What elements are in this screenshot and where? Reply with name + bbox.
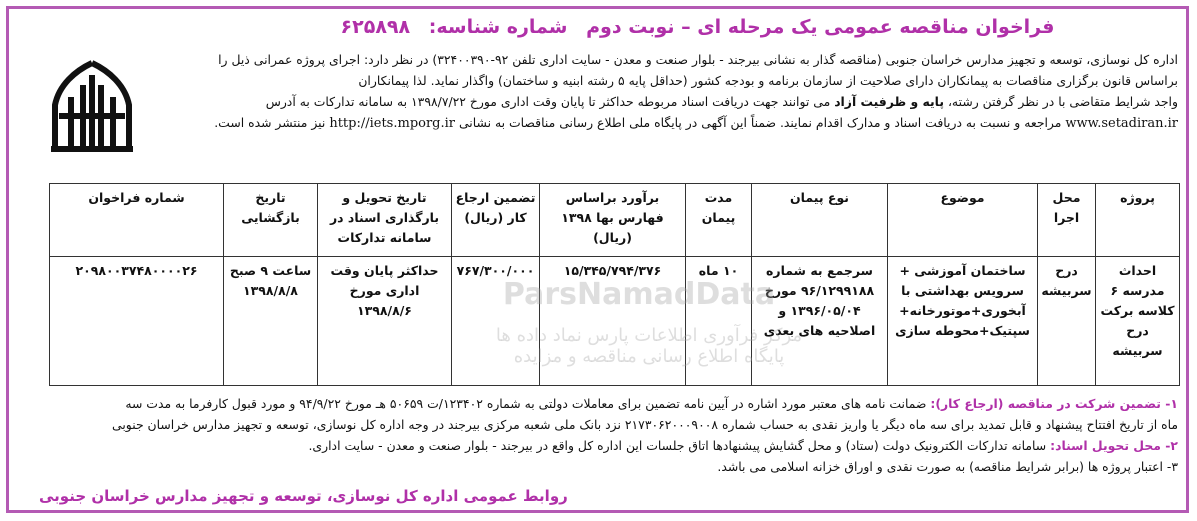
intro-line-1: اداره کل نوسازی، توسعه و تجهیز مدارس خراسان جنوبی (مناقصه گذار به نشانی بیرجند - بلوار صنعت و معدن - سایت اداری تلفن ۹۲-۳۲۴۰۰۳۹۰) در نظر دارد: اجرای پروژه عمرانی ذیل را (218, 52, 1178, 67)
note-1-line-2: ماه از تاریخ افتتاح پیشنهاد و قابل تمدید برای سه ماه دیگر یا واریز نقدی به حساب شماره ۲۱۷۳۰۶۲۰۰۰۹۰۰۸ نزد بانک ملی شعبه مرکزی بیرجند در وجه اداره کل نوسازی، توسعه و تجهیز مدارس خراسان جنوبی (112, 417, 1178, 432)
header-duration: مدت پیمان (686, 184, 752, 257)
public-relations-signature: روابط عمومی اداره کل نوسازی، توسعه و تجهیز مدارس خراسان جنوبی (39, 487, 568, 505)
cell-guarantee: ۷۶۷/۳۰۰/۰۰۰ (452, 257, 540, 386)
header-project: پروژه (1096, 184, 1180, 257)
note-2 (17, 435, 1178, 456)
header-delivery: تاریخ تحویل و بارگذاری اسناد در سامانه تدارکات (318, 184, 452, 257)
header-guarantee: تضمین ارجاع کار (ریال) (452, 184, 540, 257)
tender-table (49, 183, 1180, 386)
table-header-row (50, 184, 1180, 257)
cell-call-number: ۲۰۹۸۰۰۳۷۴۸۰۰۰۰۲۶ (50, 257, 224, 386)
cell-opening: ساعت ۹ صبح ۱۳۹۸/۸/۸ (224, 257, 318, 386)
cell-project: احداث مدرسه ۶ کلاسه برکت درح سربیشه (1096, 257, 1180, 386)
header-call-number: شماره فراخوان (50, 184, 224, 257)
notice-title (239, 11, 1156, 43)
tender-notice (6, 6, 1189, 513)
intro-line-3-bold: پایه و ظرفیت آزاد (834, 94, 944, 109)
note-1 (17, 393, 1178, 414)
intro-line-3-b: می توانند جهت دریافت اسناد مربوطه حداکثر تا پایان وقت اداری مورخ ۱۳۹۸/۷/۲۲ به سامانه تدارکات به آدرس (265, 94, 831, 109)
header-contract-type: نوع پیمان (752, 184, 888, 257)
intro-line-4 (149, 112, 1178, 134)
intro-line-4-end: نیز منتشر شده است. (214, 115, 326, 130)
header-location: محل اجرا (1038, 184, 1096, 257)
intro-line-3-a: واجد شرایط متقاضی با در نظر گرفتن رشته، (947, 94, 1178, 109)
id-value: ۶۲۵۸۹۸ (340, 16, 411, 38)
iets-url-link[interactable]: http://iets.mporg.ir (329, 116, 456, 131)
header-subject: موضوع (888, 184, 1038, 257)
cell-contract-type: سرجمع به شماره ۹۶/۱۲۹۹۱۸۸ مورخ ۱۳۹۶/۰۵/۰۴ و اصلاحیه های بعدی (752, 257, 888, 386)
watermark-line-3: پایگاه اطلاع رسانی مناقصه و مزایده (513, 346, 785, 367)
note-1-label: ۱- تضمین شرکت در مناقصه (ارجاع کار): (930, 396, 1178, 411)
note-2-text: سامانه تدارکات الکترونیک دولت (ستاد) و محل گشایش پیشنهادها اتاق جلسات این اداره کل واقع در بیرجند - بلوار صنعت و معدن - سایت اداری. (308, 438, 1047, 453)
title-text: فراخوان مناقصه عمومی یک مرحله ای – نوبت دوم (586, 16, 1055, 38)
table-row (50, 257, 1180, 386)
note-2-label: ۲- محل تحویل اسناد: (1050, 438, 1178, 453)
setad-url-link[interactable]: www.setadiran.ir (1065, 116, 1178, 131)
header-estimate: برآورد براساس فهارس بها ۱۳۹۸ (ریال) (540, 184, 686, 257)
intro-line-4-text: مراجعه و نسبت به دریافت اسناد و مدارک اقدام نمایند. ضمناً این آگهی در پایگاه ملی اطلاع رسانی مناقصات به نشانی (458, 115, 1062, 130)
watermark-line-2: مرکز فرآوری اطلاعات پارس نماد داده ها (495, 325, 803, 346)
watermark-logo-text: ParsNamadData (502, 277, 776, 312)
cell-location: درح سربیشه (1038, 257, 1096, 386)
cell-delivery: حداکثر پایان وقت اداری مورخ ۱۳۹۸/۸/۶ (318, 257, 452, 386)
id-label: شماره شناسه: (428, 16, 568, 38)
organization-logo-icon (45, 57, 139, 155)
note-3: ۳- اعتبار پروژه ها (برابر شرایط مناقصه) به صورت نقدی و اوراق خزانه اسلامی می باشد. (717, 459, 1178, 474)
cell-estimate: ۱۵/۳۴۵/۷۹۴/۳۷۶ (540, 257, 686, 386)
intro-paragraph (149, 49, 1178, 134)
intro-line-3 (149, 91, 1178, 112)
header-opening: تاریخ بازگشایی (224, 184, 318, 257)
note-1-text: ضمانت نامه های معتبر مورد اشاره در آیین نامه تضمین برای معاملات دولتی به شماره ۱۲۳۴۰۲/ت ۵۰۶۵۹ هـ مورخ ۹۴/۹/۲۲ و مورد قبول کارفرما به مدت سه (125, 396, 927, 411)
cell-subject: ساختمان آموزشی + سرویس بهداشتی با آبخوری+موتورخانه+ سپتیک+محوطه سازی (888, 257, 1038, 386)
notes-section (17, 393, 1178, 477)
intro-line-2: براساس قانون برگزاری مناقصات به پیمانکاران دارای صلاحیت از سازمان برنامه و بودجه کشور (حداقل پایه ۵ رشته ابنیه و ساختمان) واگذار نماید. لذا پیمانکاران (358, 73, 1178, 88)
cell-duration: ۱۰ ماه (686, 257, 752, 386)
